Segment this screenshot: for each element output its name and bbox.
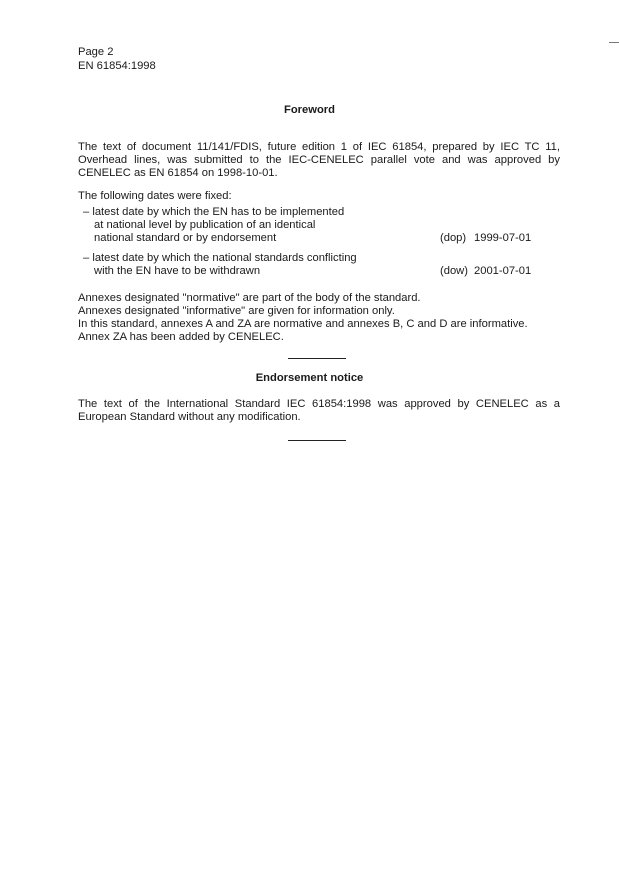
date-code: (dow) — [440, 265, 468, 277]
foreword-heading: Foreword — [284, 104, 335, 116]
section-divider — [288, 358, 346, 359]
endorsement-heading: Endorsement notice — [255, 372, 364, 384]
date-code: (dop) — [440, 232, 467, 244]
end-divider — [288, 440, 346, 441]
corner-mark — [609, 42, 619, 43]
annex-line: Annexes designated "normative" are part of the body of the standard. — [78, 292, 421, 304]
foreword-line: The text of document 11/141/FDIS, future edition 1 of IEC 61854, prepared by IEC TC 11, — [78, 141, 560, 153]
foreword-line: CENELEC as EN 61854 on 1998-10-01. — [78, 167, 278, 179]
endorsement-line: European Standard without any modification. — [78, 411, 301, 423]
date-value: 2001-07-01 — [474, 265, 532, 277]
date-item-line: with the EN have to be withdrawn — [94, 265, 261, 277]
endorsement-line: The text of the International Standard IEC 61854:1998 was approved by CENELEC as a — [78, 398, 560, 410]
date-item-line: national standard or by endorsement — [94, 232, 277, 244]
annex-line: Annexes designated "informative" are given for information only. — [78, 305, 395, 317]
annex-line: Annex ZA has been added by CENELEC. — [78, 331, 284, 343]
date-item-line: at national level by publication of an identical — [94, 219, 316, 231]
date-item-line: – latest date by which the EN has to be implemented — [83, 206, 345, 218]
foreword-line: Overhead lines, was submitted to the IEC-CENELEC parallel vote and was approved by — [78, 154, 560, 166]
annex-line: In this standard, annexes A and ZA are normative and annexes B, C and D are informative. — [78, 318, 528, 330]
document-id: EN 61854:1998 — [78, 60, 156, 72]
dates-intro: The following dates were fixed: — [78, 190, 232, 202]
date-value: 1999-07-01 — [474, 232, 532, 244]
date-item-line: – latest date by which the national standards conflicting — [83, 252, 357, 264]
page-number: Page 2 — [78, 46, 114, 58]
